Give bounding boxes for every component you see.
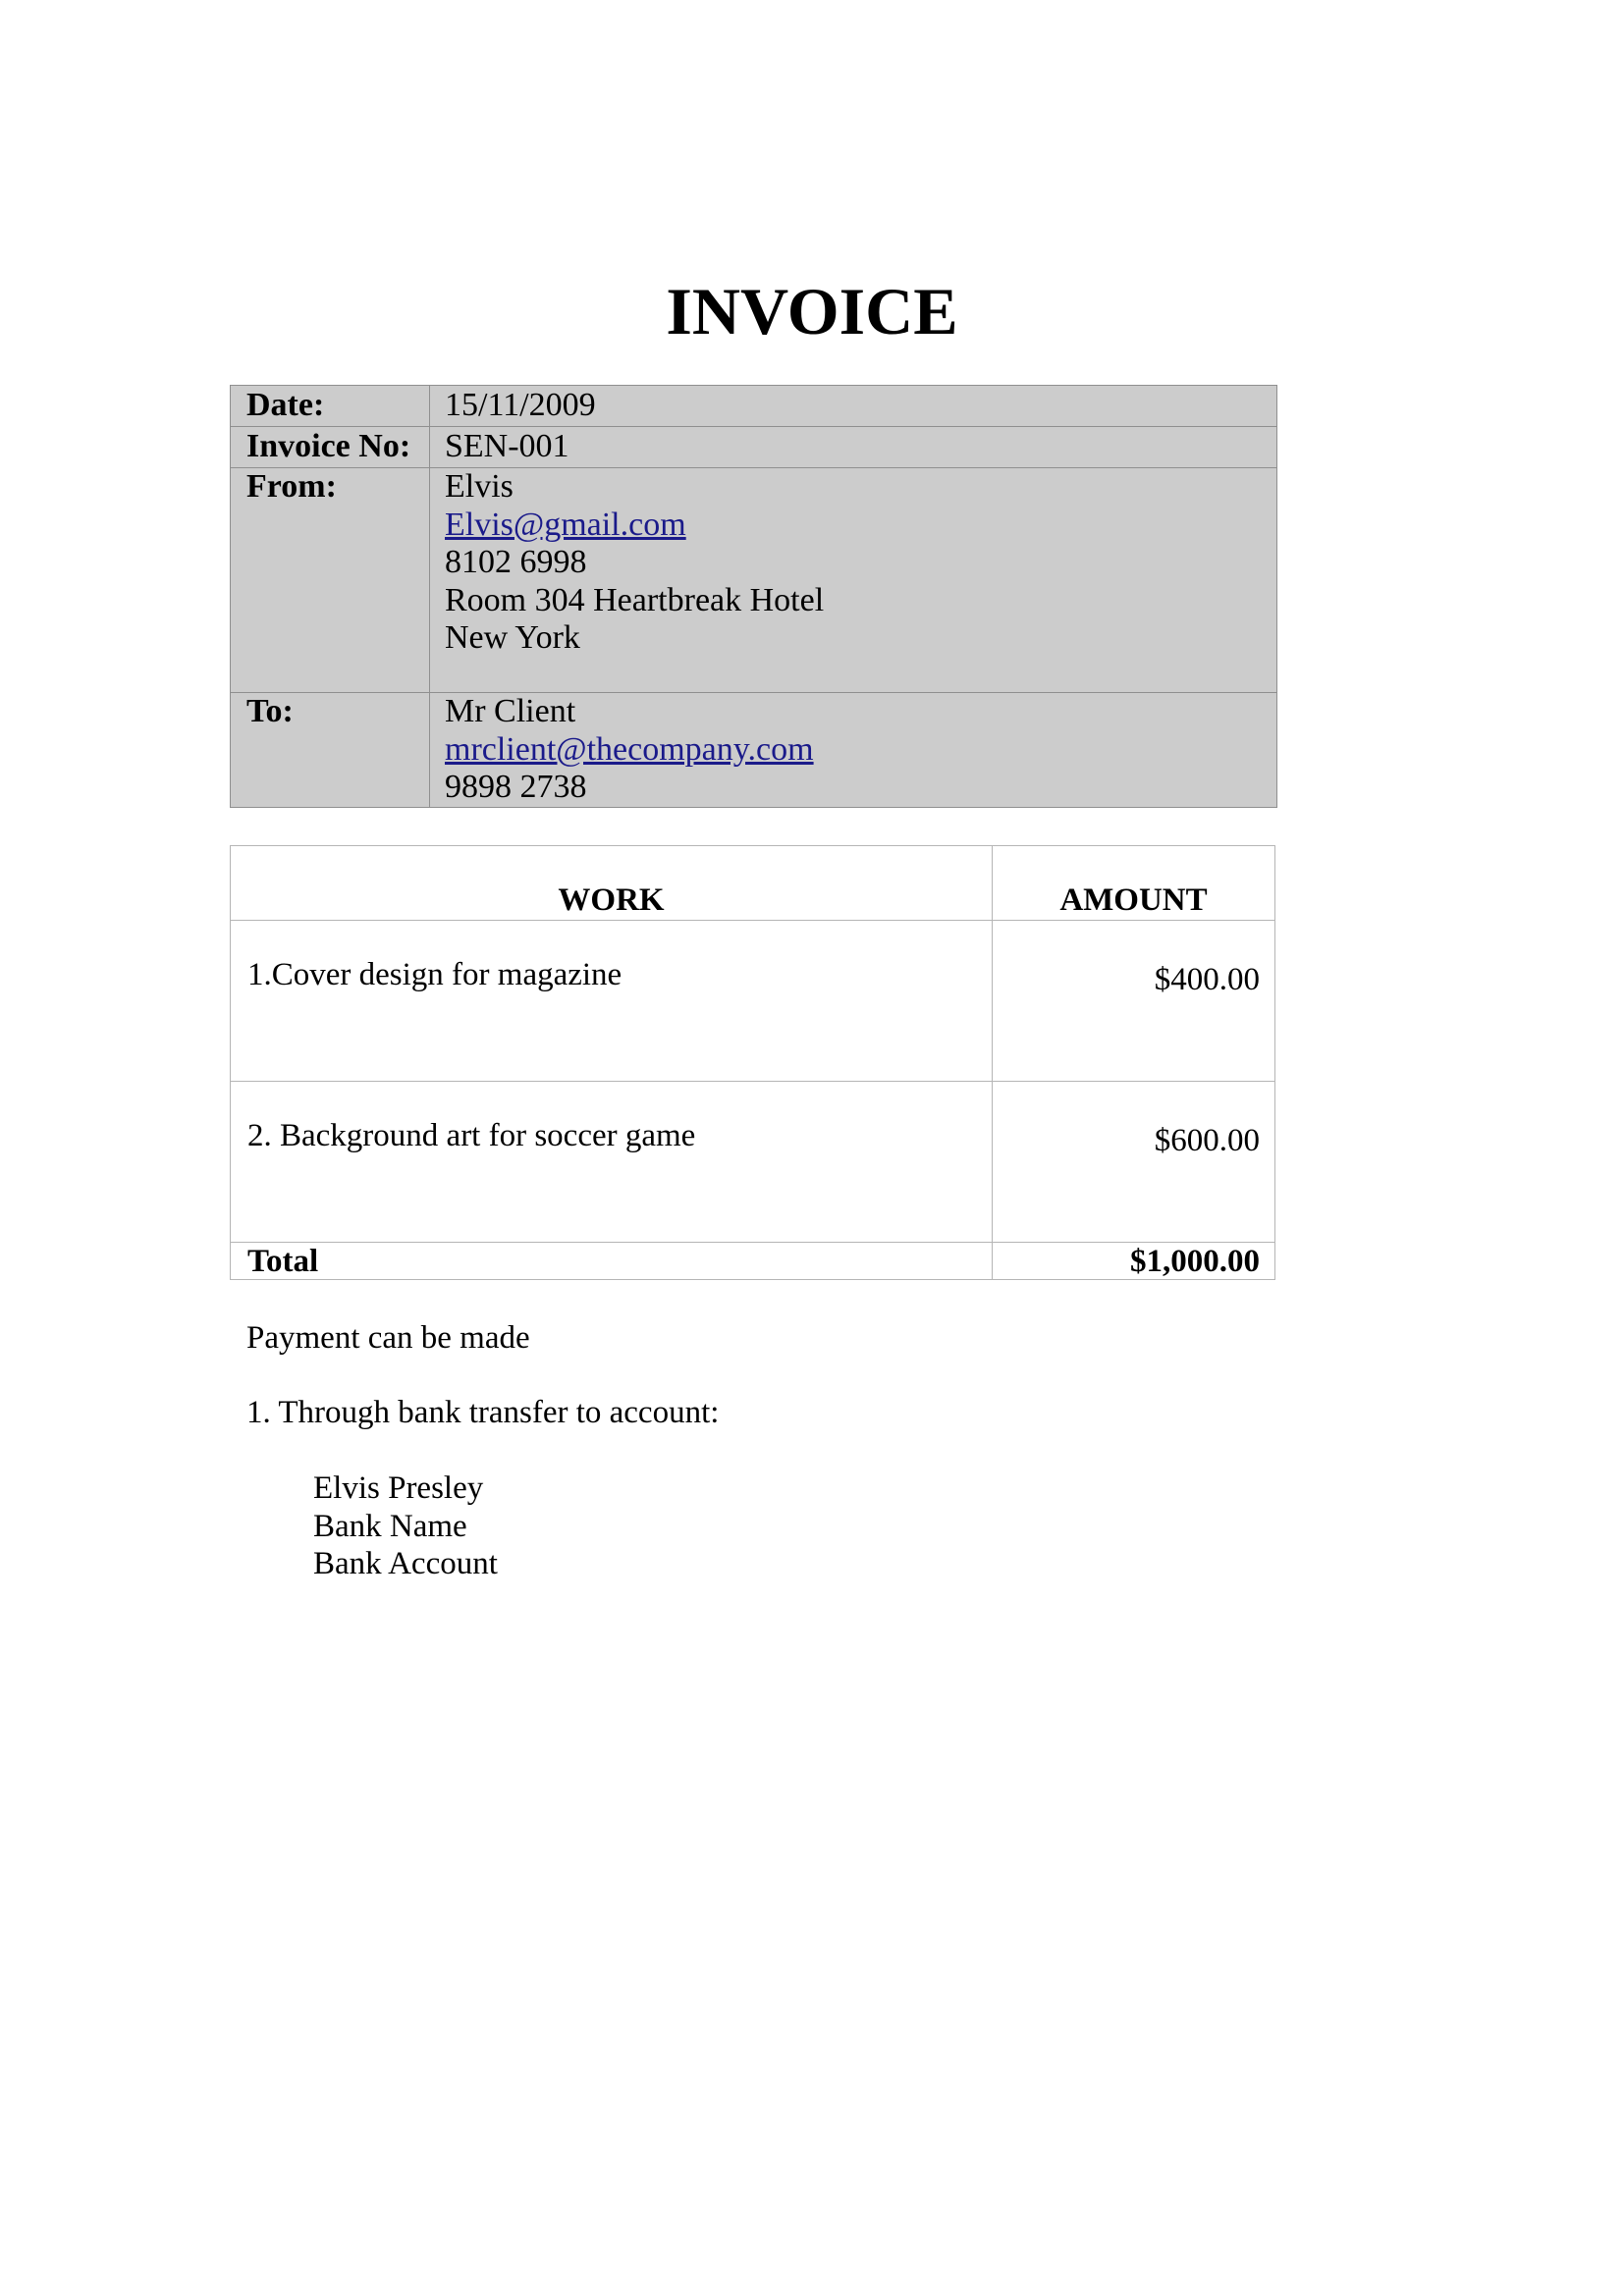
from-email-link[interactable]: Elvis@gmail.com (445, 506, 686, 543)
work-description: 1.Cover design for magazine (231, 921, 993, 1082)
to-label: To: (231, 693, 430, 808)
work-amount: $600.00 (993, 1082, 1275, 1243)
from-address-line2: New York (445, 619, 580, 656)
work-column-header: WORK (231, 846, 993, 921)
bank-details (313, 1469, 498, 1583)
invoice-title: INVOICE (666, 274, 958, 348)
bank-name: Bank Name (313, 1508, 467, 1544)
work-amount: $400.00 (993, 921, 1275, 1082)
work-table (230, 845, 1275, 1280)
from-address-line1: Room 304 Heartbreak Hotel (445, 581, 825, 618)
from-label: From: (231, 468, 430, 693)
date-label: Date: (231, 386, 430, 427)
work-description: 2. Background art for soccer game (231, 1082, 993, 1243)
date-row (231, 386, 1277, 427)
to-name: Mr Client (445, 693, 576, 729)
total-amount: $1,000.00 (993, 1243, 1275, 1280)
total-row (231, 1243, 1275, 1280)
account-holder: Elvis Presley (313, 1470, 484, 1506)
invoice-info-table (230, 385, 1277, 808)
work-table-header (231, 846, 1275, 921)
invoice-no-row (231, 427, 1277, 468)
amount-column-header: AMOUNT (993, 846, 1275, 921)
to-details (430, 693, 1277, 808)
from-row (231, 468, 1277, 693)
to-row (231, 693, 1277, 808)
payment-intro: Payment can be made (246, 1320, 530, 1356)
to-email-link[interactable]: mrclient@thecompany.com (445, 730, 814, 768)
from-details (430, 468, 1277, 693)
bank-account: Bank Account (313, 1546, 498, 1581)
invoice-no-label: Invoice No: (231, 427, 430, 468)
to-phone: 9898 2738 (445, 769, 587, 805)
total-label: Total (231, 1243, 993, 1280)
date-value: 15/11/2009 (430, 386, 1277, 427)
table-row (231, 921, 1275, 1082)
invoice-no-value: SEN-001 (430, 427, 1277, 468)
payment-method: 1. Through bank transfer to account: (246, 1395, 720, 1430)
table-row (231, 1082, 1275, 1243)
from-phone: 8102 6998 (445, 544, 587, 580)
from-name: Elvis (445, 468, 514, 505)
